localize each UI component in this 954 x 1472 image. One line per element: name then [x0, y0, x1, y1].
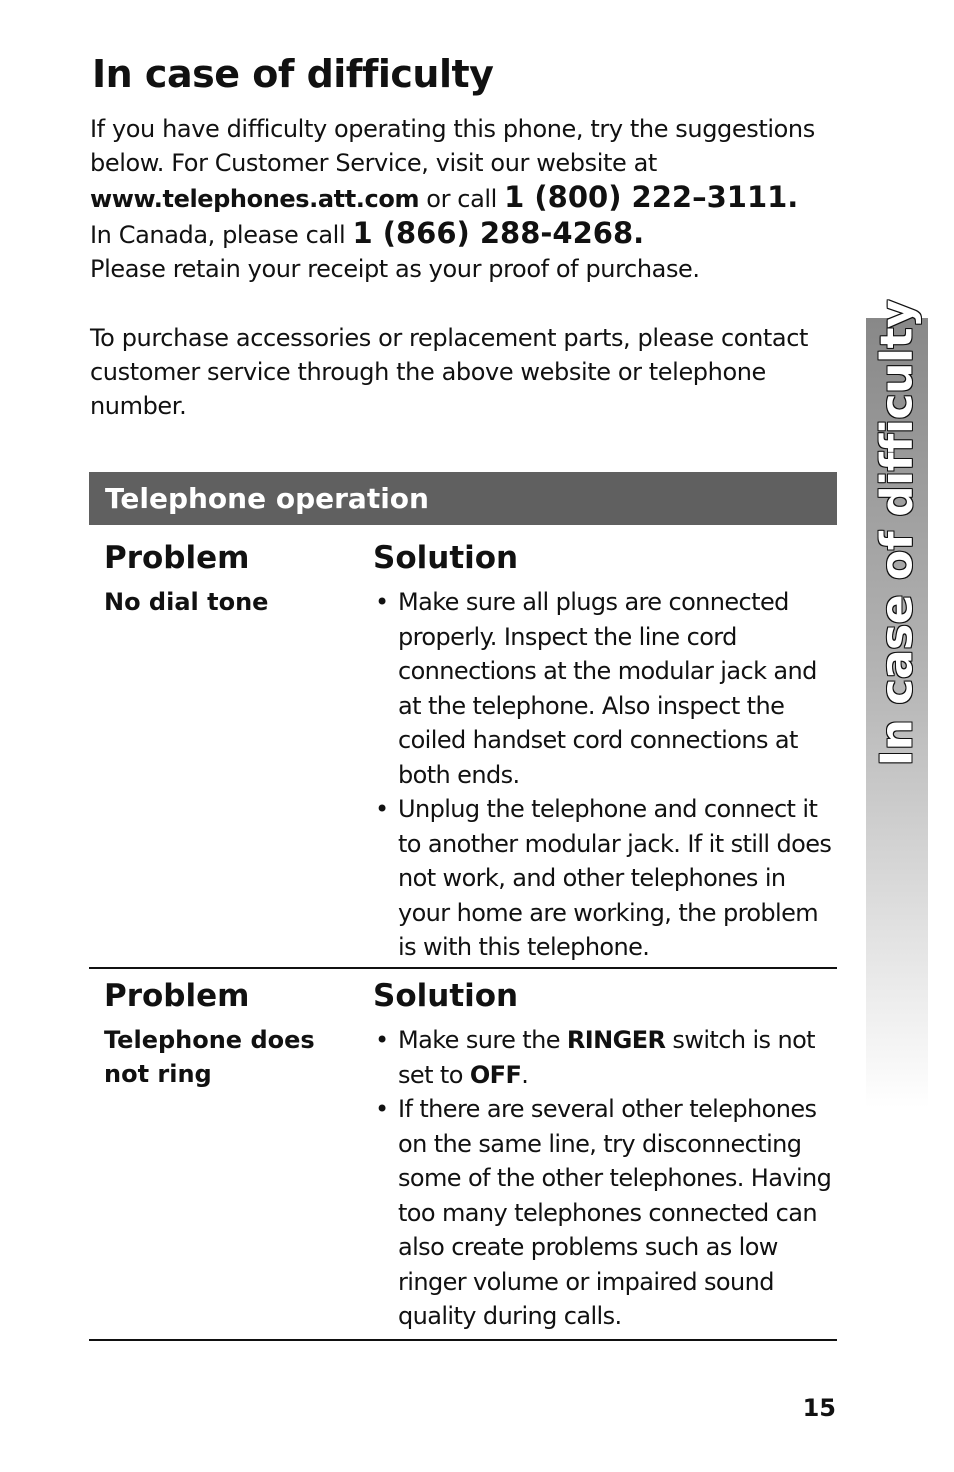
contact-line: [90, 180, 835, 216]
solution-header: Solution: [373, 540, 519, 576]
side-tab: [866, 299, 928, 1108]
solution-item: [373, 1023, 839, 1092]
side-tab-label: In case of difficulty: [871, 299, 923, 767]
solution-item: • Make sure all plugs are connected properly. Inspect the line cord connections at the modular jack and at the telephone. Also inspect the coiled handset cord connections at both ends.: [373, 585, 839, 792]
intro-line: If you have difficulty operating this phone, try the suggestions below. For Customer Service, visit our website at: [90, 115, 815, 177]
phone-us: 1 (800) 222–3111.: [504, 180, 799, 214]
solution-text: Make sure the: [398, 1026, 567, 1054]
solution-list: [373, 1023, 839, 1334]
website-link[interactable]: www.telephones.att.com: [90, 185, 420, 213]
canada-prefix: In Canada, please call: [90, 221, 353, 249]
section-header-telephone-operation: Telephone operation: [89, 472, 837, 525]
problem-text: Telephone does not ring: [104, 1026, 315, 1088]
row-divider: [89, 1339, 837, 1341]
row-divider: [89, 967, 837, 969]
or-call-text: or call: [419, 185, 505, 213]
page-number: 15: [802, 1394, 836, 1422]
solution-list: [373, 585, 839, 965]
solution-header: Solution: [373, 978, 519, 1014]
paragraph-gap: [90, 286, 835, 321]
ringer-term: RINGER: [566, 1026, 666, 1054]
receipt-note: Please retain your receipt as your proof of purchase.: [90, 255, 700, 283]
solution-item: • Unplug the telephone and connect it to another modular jack. If it still does not work, and other telephones in your home are working, the problem is with this telephone.: [373, 792, 839, 965]
problem-text: No dial tone: [104, 588, 269, 616]
problem-header: Problem: [104, 540, 250, 576]
solution-text: .: [521, 1060, 529, 1089]
intro-text: [90, 112, 835, 423]
problem-header: Problem: [104, 978, 250, 1014]
solution-text: switch is not set to: [398, 1026, 815, 1089]
accessories-note: To purchase accessories or replacement parts, please contact customer service through the above website or telephone number.: [90, 324, 808, 420]
off-term: OFF: [469, 1060, 522, 1089]
phone-canada: 1 (866) 288-4268.: [352, 216, 645, 250]
canada-line: [90, 216, 835, 252]
page-title: In case of difficulty: [92, 52, 494, 96]
solution-item: • If there are several other telephones on the same line, try disconnecting some of the other telephones. Having too many telephones connected can also create problems such as low ringer volume or impaired sound quality during calls.: [373, 1092, 839, 1334]
